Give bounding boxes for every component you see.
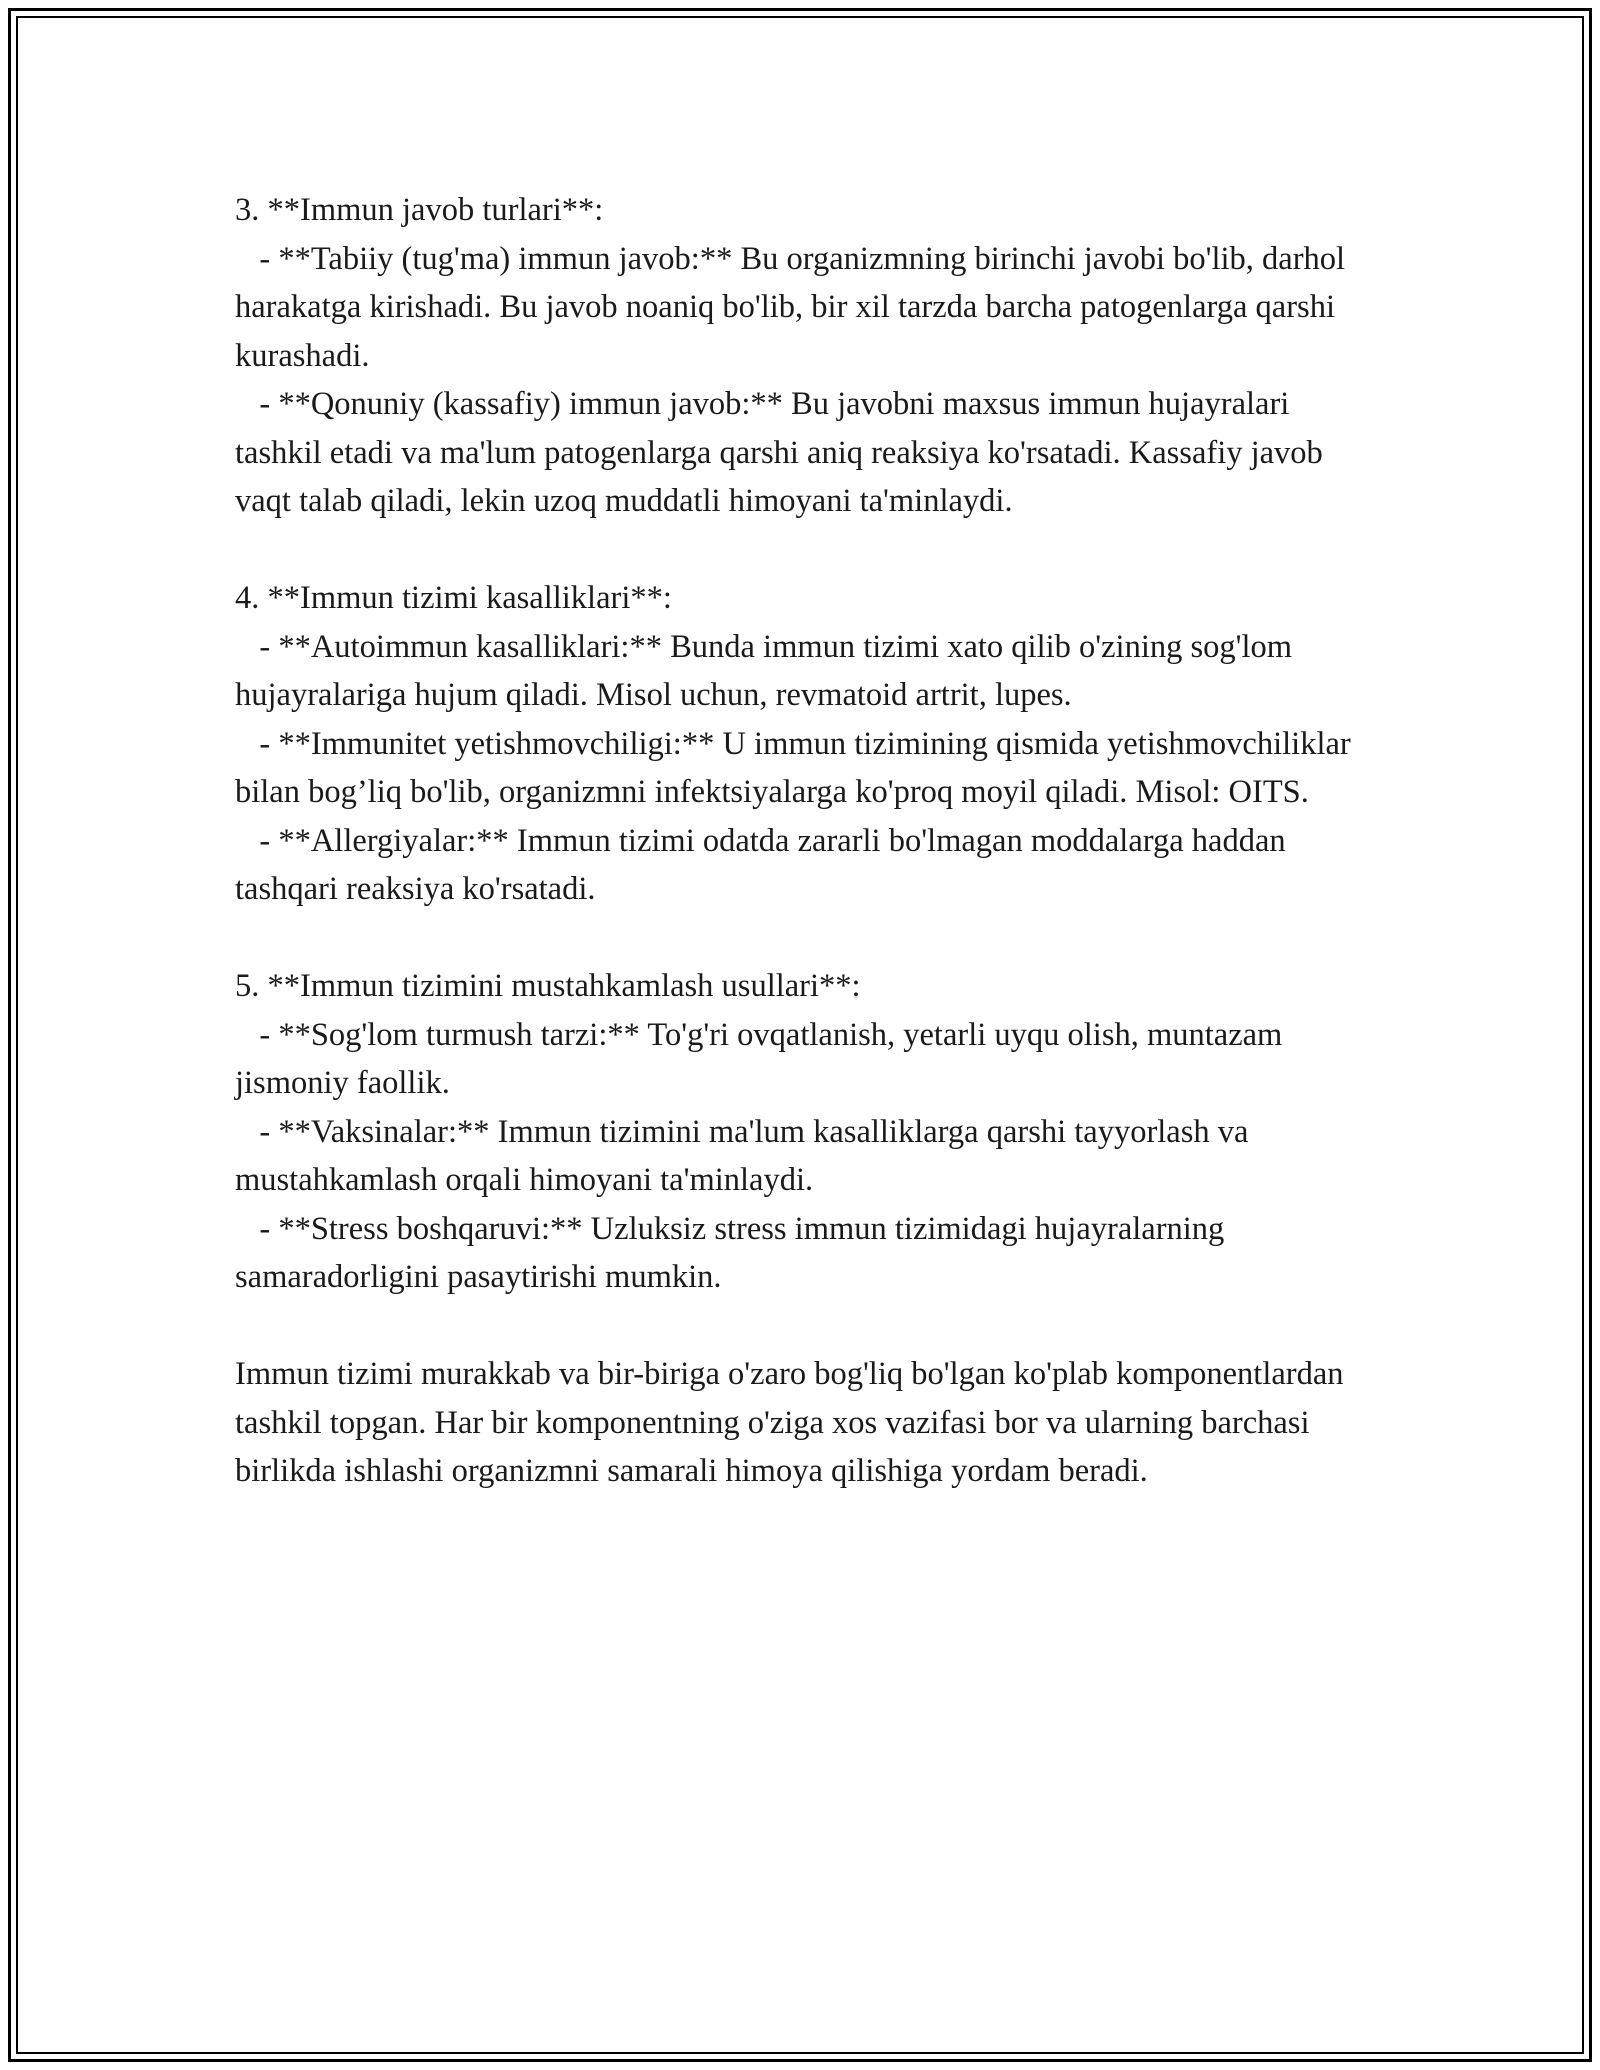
conclusion-paragraph: Immun tizimi murakkab va bir-biriga o'zaro bog'liq bo'lgan ko'plab komponentlardan tashkil topgan. Har bir komponentning o'ziga xos vazifasi bor va ularning barchasi birlikda ishlashi organizmni samarali himoya qilishiga yordam beradi. xyxy=(235,1356,1352,1489)
list-item: - **Qonuniy (kassafiy) immun javob:** Bu javobni maxsus immun hujayralari tashkil etadi va ma'lum patogenlarga qarshi aniq reaksiya ko'rsatadi. Kassafiy javob vaqt talab qiladi, lekin uzoq muddatli himoyani ta'minlaydi. xyxy=(235,386,1331,519)
document-body xyxy=(235,186,1375,1496)
section-heading: 4. **Immun tizimi kasalliklari**: xyxy=(235,580,672,616)
list-item: - **Vaksinalar:** Immun tizimini ma'lum kasalliklarga qarshi tayyorlash va mustahkamlash orqali himoyani ta'minlaydi. xyxy=(235,1113,1257,1198)
list-item: - **Allergiyalar:** Immun tizimi odatda zararli bo'lmagan moddalarga haddan tashqari reaksiya ko'rsatadi. xyxy=(235,822,1294,907)
section-strengthening-methods xyxy=(235,962,1375,1302)
section-heading: 3. **Immun javob turlari**: xyxy=(235,192,604,228)
list-item: - **Tabiiy (tug'ma) immun javob:** Bu organizmning birinchi javobi bo'lib, darhol harakatga kirishadi. Bu javob noaniq bo'lib, bir xil tarzda barcha patogenlarga qarshi kurashadi. xyxy=(235,240,1354,374)
paragraph-gap xyxy=(235,526,1375,575)
list-item: - **Sog'lom turmush tarzi:** To'g'ri ovqatlanish, yetarli uyqu olish, muntazam jismoniy faollik. xyxy=(235,1016,1291,1101)
list-item: - **Immunitet yetishmovchiligi:** U immun tizimining qismida yetishmovchiliklar bilan bog’liq bo'lib, organizmni infektsiyalarga ko'proq moyil qiladi. Misol: OITS. xyxy=(235,725,1359,810)
list-item: - **Autoimmun kasalliklari:** Bunda immun tizimi xato qilib o'zining sog'lom hujayralariga hujum qiladi. Misol uchun, revmatoid artrit, lupes. xyxy=(235,628,1301,713)
section-heading: 5. **Immun tizimini mustahkamlash usullari**: xyxy=(235,968,861,1004)
paragraph-gap xyxy=(235,914,1375,963)
section-immune-diseases xyxy=(235,574,1375,914)
list-item: - **Stress boshqaruvi:** Uzluksiz stress immun tizimidagi hujayralarning samaradorligini pasaytirishi mumkin. xyxy=(235,1210,1233,1295)
paragraph-gap xyxy=(235,1302,1375,1351)
section-immune-response-types xyxy=(235,186,1375,526)
